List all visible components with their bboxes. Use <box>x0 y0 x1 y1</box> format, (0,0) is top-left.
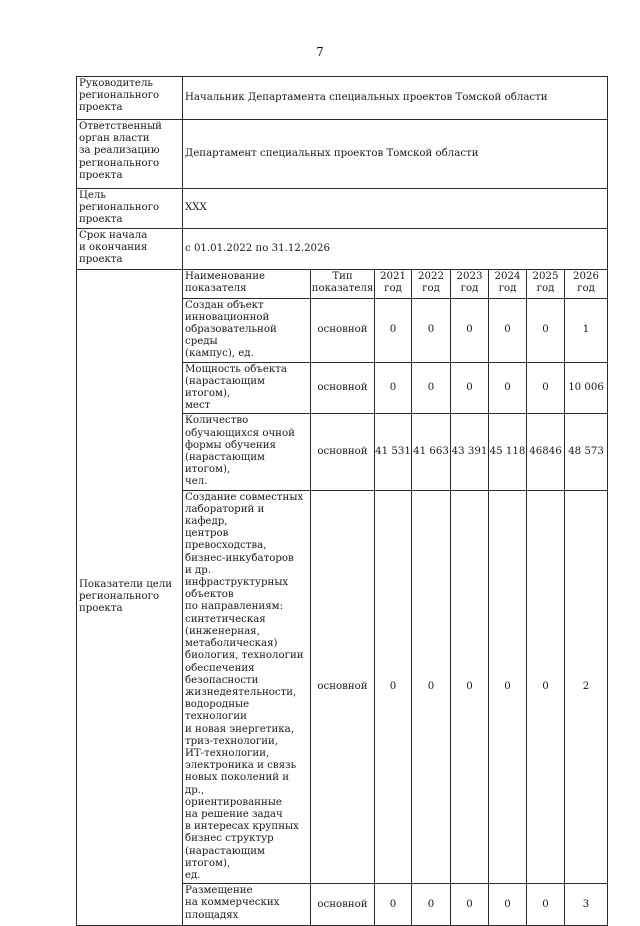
indicator-value-2022: 0 <box>412 884 451 926</box>
responsible-label: Ответственный орган власти за реализацию регионального проекта <box>77 120 183 189</box>
indicator-type: основной <box>311 884 375 926</box>
indicator-name: Создан объект инновационной образовательной среды (кампус), ед. <box>183 298 311 362</box>
header-year-2021: 2021 год <box>375 269 412 298</box>
indicator-value-2025: 46846 <box>527 414 565 490</box>
indicator-value-2021: 0 <box>375 490 412 884</box>
header-year-2022: 2022 год <box>412 269 451 298</box>
header-indicator-name: Наименование показателя <box>183 269 311 298</box>
indicator-value-2025: 0 <box>527 362 565 414</box>
indicator-value-2021: 41 531 <box>375 414 412 490</box>
goal-value: ХХХ <box>183 189 608 229</box>
indicator-value-2025: 0 <box>527 490 565 884</box>
header-year-2024: 2024 год <box>489 269 527 298</box>
page-number: 7 <box>316 45 324 59</box>
indicator-value-2021: 0 <box>375 884 412 926</box>
header-indicator-type: Тип показателя <box>311 269 375 298</box>
period-value: с 01.01.2022 по 31.12.2026 <box>183 228 608 269</box>
indicator-value-2022: 0 <box>412 362 451 414</box>
indicator-value-2023: 0 <box>451 298 489 362</box>
indicator-value-2026: 48 573 <box>565 414 608 490</box>
row-responsible <box>77 120 608 189</box>
period-label: Срок начала и окончания проекта <box>77 228 183 269</box>
indicator-value-2026: 1 <box>565 298 608 362</box>
indicator-value-2026: 3 <box>565 884 608 926</box>
head-value: Начальник Департамента специальных проектов Томской области <box>183 77 608 120</box>
indicator-name: Количество обучающихся очной формы обучения (нарастающим итогом), чел. <box>183 414 311 490</box>
goal-label: Цель регионального проекта <box>77 189 183 229</box>
indicator-name: Мощность объекта (нарастающим итогом), мест <box>183 362 311 414</box>
row-head <box>77 77 608 120</box>
indicator-type: основной <box>311 490 375 884</box>
indicator-type: основной <box>311 362 375 414</box>
indicator-type: основной <box>311 298 375 362</box>
indicator-value-2022: 0 <box>412 490 451 884</box>
head-label: Руководитель регионального проекта <box>77 77 183 120</box>
indicators-section-label: Показатели цели регионального проекта <box>77 269 183 926</box>
project-passport-table <box>76 76 608 926</box>
row-period <box>77 228 608 269</box>
indicators-header-row <box>77 269 608 298</box>
responsible-value: Департамент специальных проектов Томской области <box>183 120 608 189</box>
header-year-2025: 2025 год <box>527 269 565 298</box>
indicator-value-2024: 0 <box>489 362 527 414</box>
indicator-value-2024: 0 <box>489 884 527 926</box>
indicator-value-2023: 0 <box>451 490 489 884</box>
indicator-value-2022: 0 <box>412 298 451 362</box>
indicator-value-2021: 0 <box>375 298 412 362</box>
indicator-value-2021: 0 <box>375 362 412 414</box>
row-goal <box>77 189 608 229</box>
indicator-name: Размещение на коммерческих площадях <box>183 884 311 926</box>
indicator-value-2025: 0 <box>527 884 565 926</box>
indicator-value-2023: 0 <box>451 362 489 414</box>
indicator-value-2023: 0 <box>451 884 489 926</box>
indicator-value-2024: 0 <box>489 298 527 362</box>
indicator-value-2024: 0 <box>489 490 527 884</box>
indicator-name: Создание совместных лабораторий и кафедр, центров превосходства, бизнес-инкубаторов и др. инфраструктурных объектов по направлениям: синтетическая (инженерная, метаболическая) биология, технологии обеспечения безопасности жизнедеятельности, водородные технологии и новая энергетика, триз-технологии, ИТ-технологии, электроника и связь новых поколений и др., ориентированные на решение задач в интересах крупных бизнес структур (нарастающим итогом), ед. <box>183 490 311 884</box>
indicator-value-2025: 0 <box>527 298 565 362</box>
indicator-type: основной <box>311 414 375 490</box>
indicator-value-2026: 2 <box>565 490 608 884</box>
indicator-value-2026: 10 006 <box>565 362 608 414</box>
indicator-value-2024: 45 118 <box>489 414 527 490</box>
indicator-value-2023: 43 391 <box>451 414 489 490</box>
header-year-2023: 2023 год <box>451 269 489 298</box>
header-year-2026: 2026 год <box>565 269 608 298</box>
indicator-value-2022: 41 663 <box>412 414 451 490</box>
